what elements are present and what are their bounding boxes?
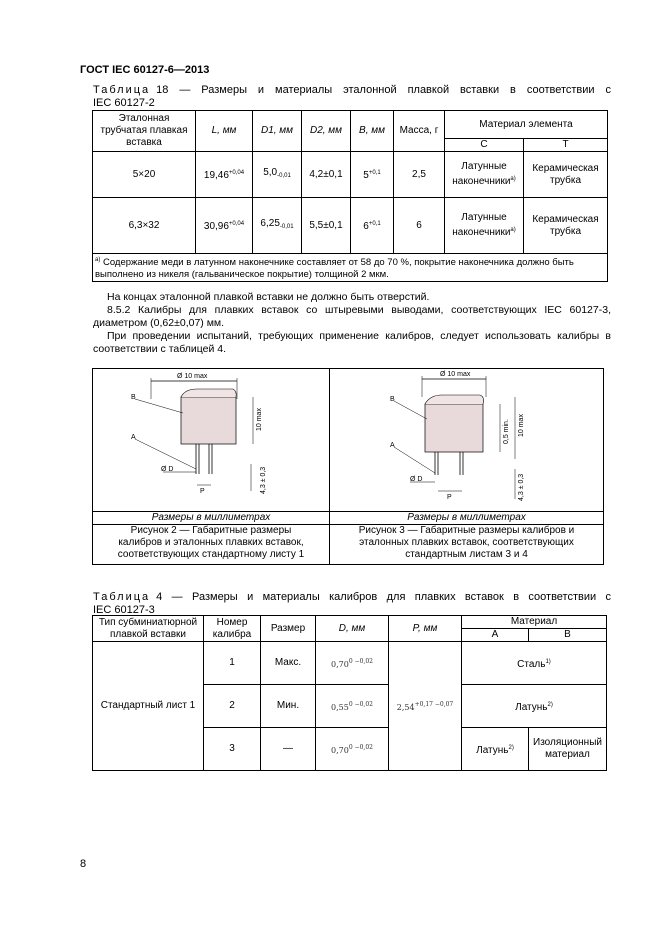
figure-3-caption: Рисунок 3 — Габаритные размеры калибров и эталонных плавких вставок, соответствующих стандартным листам 3 и 4	[358, 525, 575, 560]
cell-mass: 6	[394, 198, 445, 254]
cell-D2: 4,2±0,1	[302, 152, 351, 198]
cell-D: $0,55^{0 -0,02}$	[316, 685, 389, 728]
fig3-lead-label: 4,3 ± 0,3	[518, 473, 525, 501]
cell-size: 6,3×32	[93, 198, 196, 254]
cell-material-A: Латунь$^{2)}$	[462, 728, 529, 771]
table-row	[93, 198, 608, 254]
table18-header-D2: D2, мм	[309, 125, 343, 136]
cell-D1: $6,25_{-0,01}$	[253, 198, 302, 254]
table18-header-material: Материал элемента	[445, 111, 608, 139]
cell-mass: 2,5	[394, 152, 445, 198]
figure-2-drawing	[93, 369, 329, 511]
figure-2-caption: Рисунок 2 — Габаритные размеры калибров и эталонных плавких вставок, соответствующих стандартному листу 1	[117, 525, 305, 560]
table4	[92, 615, 607, 771]
table-row	[93, 642, 607, 685]
table4-header-material: Материал	[462, 616, 607, 629]
table18-header-D1: D1, мм	[260, 125, 294, 136]
fig3-units: Размеры в миллиметрах	[330, 511, 603, 525]
cell-T: Керамическая трубка	[524, 152, 608, 198]
cell-D: $0,70^{0 -0,02}$	[316, 728, 389, 771]
cell-size: Макс.	[261, 642, 316, 685]
fig3-P-label: P	[447, 494, 452, 501]
table4-header-P: P, мм	[412, 622, 438, 634]
cell-B: $6^{+0,1}$	[351, 198, 394, 254]
table18-caption-text: 18 — Размеры и материалы эталонной плавкой вставки в соответствии с	[156, 84, 611, 96]
cell-material: Сталь$^{1)}$	[462, 642, 607, 685]
fig3-A-label: A	[390, 442, 395, 449]
page-number: 8	[80, 858, 87, 870]
table18-header-T: Т	[524, 139, 608, 152]
cell-type: Стандартный лист 1	[93, 642, 204, 771]
cell-L: $19,46^{+0,04}$	[196, 152, 253, 198]
table4-header-num: Номер калибра	[204, 616, 261, 642]
table4-header-size: Размер	[261, 616, 316, 642]
figures-block	[92, 368, 604, 565]
cell-material: Латунь$^{2)}$	[462, 685, 607, 728]
table18-caption-word: Таблица	[93, 84, 151, 96]
paragraph-1: На концах эталонной плавкой вставки не должно быть отверстий.	[107, 291, 430, 303]
cell-num: 1	[204, 642, 261, 685]
cell-D: $0,70^{0 -0,02}$	[316, 642, 389, 685]
table18-header-mass: Масса, г	[394, 111, 445, 152]
table4-caption	[93, 591, 611, 617]
table18-header-C: С	[445, 139, 524, 152]
table18-caption	[93, 84, 611, 110]
cell-size: —	[261, 728, 316, 771]
cell-D2: 5,5±0,1	[302, 198, 351, 254]
fig2-D-label: Ø D	[161, 466, 174, 473]
cell-B: $5^{+0,1}$	[351, 152, 394, 198]
fig3-D-label: Ø D	[410, 476, 423, 483]
fig2-h-label: 10 max	[256, 408, 263, 431]
table18-header-fuse: Эталонная трубчатая плавкая вставка	[93, 111, 196, 152]
table4-caption-word: Таблица	[93, 591, 151, 603]
table18	[92, 110, 608, 282]
table4-header-D: D, мм	[338, 622, 366, 634]
cell-size: 5×20	[93, 152, 196, 198]
table18-footnote: $^{a)}$ Содержание меди в латунном наконечнике составляет от 58 до 70 %, покрытие наконечника должно быть выполнено из никеля (гальваническое покрытие) толщиной 2 мкм.	[93, 254, 608, 282]
fig2-lead-label: 4,3 ± 0,3	[260, 466, 267, 494]
cell-size: Мин.	[261, 685, 316, 728]
cell-T: Керамическая трубка	[524, 198, 608, 254]
fig2-A-label: A	[131, 434, 136, 441]
table18-header-B: B, мм	[359, 125, 385, 136]
cell-P: $2,54^{+0,17 -0,07}$	[389, 642, 462, 771]
figure-3-drawing	[330, 369, 603, 511]
cell-material-B: Изоляционный материал	[529, 728, 607, 771]
cell-num: 2	[204, 685, 261, 728]
table-row	[93, 152, 608, 198]
table4-header-B: В	[529, 629, 607, 642]
table4-caption-line2: IEC 60127-3	[93, 604, 155, 616]
table4-caption-text: 4 — Размеры и материалы калибров для плавких вставок в соответствии с	[156, 591, 611, 603]
paragraph-3: При проведении испытаний, требующих применение калибров, следует использовать калибры в соответствии с таблицей 4.	[93, 330, 611, 355]
document-header: ГОСТ IEC 60127-6—2013	[80, 64, 210, 76]
table18-header-L: L, мм	[211, 125, 237, 136]
paragraph-2: 8.5.2 Калибры для плавких вставок со штыревыми выводами, соответствующих IEC 60127-3, диаметром (0,62±0,07) мм.	[93, 304, 611, 329]
fig2-dia-label: Ø 10 max	[177, 373, 208, 380]
fig2-P-label: P	[200, 488, 205, 495]
table18-caption-line2: IEC 60127-2	[93, 97, 155, 109]
cell-num: 3	[204, 728, 261, 771]
cell-L: $30,96^{+0,04}$	[196, 198, 253, 254]
fig2-units: Размеры в миллиметрах	[93, 511, 329, 525]
table4-header-A: А	[462, 629, 529, 642]
fig2-B-label: B	[131, 394, 136, 401]
fig3-h2-label: 10 max	[518, 414, 525, 437]
fig3-B-label: B	[390, 396, 395, 403]
cell-D1: $5,0_{-0,01}$	[253, 152, 302, 198]
cell-C: Латунные наконечники$^{a)}$	[445, 152, 524, 198]
cell-C: Латунные наконечники$^{a)}$	[445, 198, 524, 254]
fig3-h1-label: 0,5 min.	[503, 419, 510, 444]
table4-header-type: Тип субминиатюрной плавкой вставки	[93, 616, 204, 642]
fig3-dia-label: Ø 10 max	[440, 371, 471, 378]
